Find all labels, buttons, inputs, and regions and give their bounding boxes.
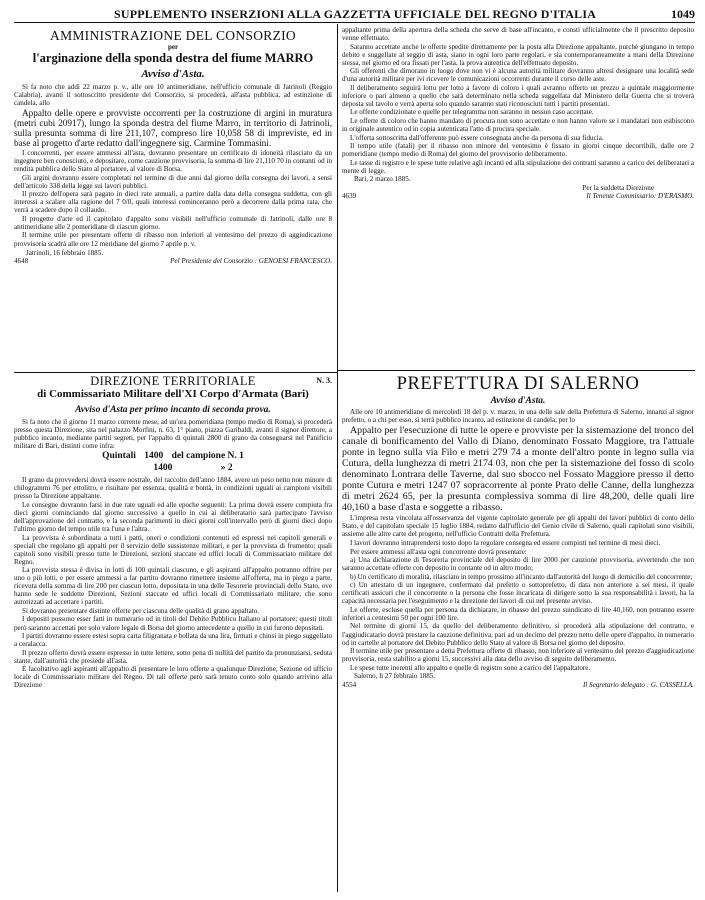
prefettura-paragraph: Le offerte, escluse quella per persona da dichiarare, in ribasso del prezzo suindicato di lire 40,160, non potranno essere inferiori a centesimi 50 per ogni 100 lire. [342, 605, 694, 622]
prefettura-insertion-number: 4554 [342, 680, 357, 689]
column-divider [337, 24, 338, 892]
commissariato-paragraph: I depositi possono esser fatti in numerario od in titoli del Debito Pubblico Italiano al portatore; questi titoli però saranno accettati per solo valore legale di Borsa del giorno antecedente a quello in cui furono depositati. [14, 615, 332, 632]
commissariato-signature: Il Tenente Commissario: D'ERASMO. [586, 192, 694, 201]
consorzio-insertion-number: 4648 [14, 257, 29, 266]
prefettura-date: Salerno, lì 27 febbraio 1885. [354, 672, 436, 681]
commissariato-signature-row [342, 192, 694, 201]
commissariato-cont-paragraph: Le offerte condizionate e quelle per telegramma non saranno in nessun caso accettate. [350, 108, 594, 117]
notice-commissariato [14, 374, 332, 892]
prefettura-paragraph: Nel termine di giorni 15, da quello del deliberamento definitivo, si procederà alla stipulazione del contratto, e l'aggiudicatario dovrà prestare la cauzione definitiva, pari ad un decimo del prezzo netto delle opere d'appalto, in numerario od in cartelle al portatore del Debito Pubblico dello Stato al valore di Borsa nel giorno del deposito. [342, 622, 694, 647]
prefettura-paragraph: Alle ore 10 antimeridiane di mercoledì 18 del p. v. marzo, in una delle sale della Prefettura di Salerno, innanzi al signor prefetto, o a chi per esso, si terrà pubblico incanto, ad estinzione di candela, per lo [342, 408, 694, 425]
commissariato-paragraph: È facoltativo agli aspiranti all'appalto di presentare le loro offerte a qualunque Direzione, Sezione od ufficio locale di Commissariato militare del Regno. Di tali offerte però sarà tenuto conto solo quando arrivino alla Direzione [14, 665, 332, 690]
commissariato-cont-paragraph: L'offerta sottoscritta dall'offerente può essere consegnata anche da persona di sua fiducia. [350, 133, 604, 142]
commissariato-cont-paragraph: appaltante prima della apertura della scheda che serve di base all'incanto, e consti ufficialmente che il prescritto deposito venne effettuato. [342, 26, 694, 43]
notice-prefettura-salerno [342, 372, 694, 892]
consorzio-paragraph: I concorrenti, per essere ammessi all'asta, dovranno presentare un certificato di idoneità rilasciato da un ingegnere ben conosciuto, e depositare, come cauzione provvisoria, la somma di lire 21,110 70 in contanti od in rendita pubblica dello Stato al portatore, al valore di Borsa. [14, 149, 332, 174]
commissariato-insertion-number: 4639 [342, 192, 357, 201]
commissariato-paragraph: Il grano da provvedersi dovrà essere nostrale, del raccolto dell'anno 1884, avere un peso netto non minore di chilogrammi 76 per ettolitro, e risultare per essenza, qualità e bontà, in condizioni uguali ai campioni visibili presso la Direzione appaltante. [14, 476, 332, 501]
notice-consorzio [14, 26, 332, 370]
header-title: SUPPLEMENTO INSERZIONI ALLA GAZZETTA UFFICIALE DEL REGNO D'ITALIA [114, 7, 597, 21]
consorzio-paragraph: Il termine utile per presentare offerte di ribasso non inferiori al ventesimo del prezzo di aggiudicazione provvisoria scadrà alle ore 12 meridiane del giorno 7 aprile p. v. [14, 231, 332, 248]
consorzio-title: Avviso d'Asta. [141, 68, 205, 80]
prefettura-paragraph-a: a) Una dichiarazione di Tesoreria provinciale del deposito di lire 2000 per cauzione provvisoria, avvertendo che non saranno accettate offerte con deposito in contante od in altro modo; [342, 556, 694, 573]
page-number: 1049 [671, 7, 695, 21]
commissariato-paragraph: La provvista è subordinata a tutti i patti, oneri e condizioni contenuti ed espressi nei capitoli generali e speciali che regolano gli appalti per il servizio delle sussistenze militari, e per la provvista di frumento: quali capitoli sono visibili presso tutte le Direzioni, sezioni staccate ed uffici locali di Commissariato militare del Regno. [14, 533, 332, 566]
prefettura-paragraph: L'impresa resta vincolata all'osservanza del vigente capitolato generale per gli appalti dei lavori pubblici di conto dello Stato, e del capitolato speciale 15 luglio 1884, redatto dall'ufficio del Genio civile di Salerno, quali capitolati sono visibili, assieme alle altre carte del progetto, nell'ufficio Contratti della Prefettura. [342, 514, 694, 539]
commissariato-cont-paragraph: Saranno accettate anche le offerte spedite direttamente per la posta alla Direzione appaltante, purchè giungano in tempo debito e suggellate al seggio di asta, siano in ogni loro parte regolari, e sia contemporaneamente a mani della Direzione stessa, nel giorno ed ora fissati per l'asta, la prova autentica dell'effettuato deposito. [342, 42, 694, 67]
grain-quantities [14, 451, 332, 474]
prefettura-paragraph: Il termine utile per presentare a detta Prefettura offerte di ribasso, non inferiore al ventesimo del prezzo d'aggiudicazione provvisoria, resta stabilito a giorni 15, successivi alla data dello avviso di seguito deliberamento. [342, 647, 694, 664]
commissariato-number-tag: N. 3. [316, 376, 332, 385]
commissariato-heading-2: di Commissariato Militare dell'XI Corpo d'Armata (Bari) [37, 388, 309, 400]
grain-lot-2: 1400 » 2 [153, 463, 233, 474]
consorzio-signature-row [14, 257, 332, 266]
prefettura-paragraph: Per essere ammessi all'asta ogni concorrente dovrà presentare: [350, 547, 527, 556]
prefettura-signature: Il Segretario delegato : G. CASSELLA. [582, 680, 694, 689]
consorzio-heading-1: AMMINISTRAZIONE DEL CONSORZIO [50, 28, 296, 43]
consorzio-signature: Pel Presidente del Consorzio : GENOESI FRANCESCO. [170, 257, 332, 266]
prefettura-paragraph-appalto: Appalto per l'esecuzione di tutte le opere e provviste per la sistemazione del tronco del canale di bonificamento del Vallo di Diano, denominato Fossato Maggiore, tra l'attuale ponte in legno sulla via Filo e metri 279 74 a monte dell'altro ponte in legno sulla via Cutura, della lunghezza di metri 2174 03, non che per la sistemazione del fosso di scolo denominato Lontrara delle Taverne, dal suo sbocco nel Fossato Maggiore presso il detto ponte Cutura e metri 1247 07 sopracorrente al ponte Prato delle Canne, della lunghezza di metri 2624 65, per la presunta complessiva somma di lire 48,200, delle quali lire 40,160 a base d'asta e soggette a ribasso. [342, 424, 694, 514]
commissariato-paragraph: Le consegne dovranno farsi in due rate uguali ed alle epoche seguenti: La prima dovrà essere compiuta fra dieci giorni cominciando dal giorno successivo a quello in cui ai deliberatario sarà partecipato l'avviso dell'approvazione del contratto, e la seconda parimenti in dieci giorni coll'intervallo però di giorni dieci dopo l'ultimo giorno del tempo utile tra l'una e l'altra. [14, 500, 332, 533]
prefettura-paragraph-b: b) Un certificato di moralità, rilasciato in tempo prossimo all'incanto dall'autorità del luogo di domicilio del concorrente; [350, 572, 693, 581]
commissariato-cont-paragraph: Le tasse di registro e le spese tutte relative agli incanti ed alla stipulazione dei contratti saranno a carico dei deliberatari a mente di legge. [342, 158, 694, 175]
notice-commissariato-continued [342, 26, 694, 368]
prefettura-heading: PREFETTURA DI SALERNO [396, 374, 640, 394]
commissariato-signature-line-1: Per la suddetta Direzione [582, 183, 654, 192]
commissariato-paragraph: Il prezzo offerto dovrà essere espresso in tutte lettere, sotto pena di nullità del partito da pronunziarsi, seduta stante, dall'autorità che presiede all'asta. [14, 648, 332, 665]
commissariato-title: Avviso d'Asta per primo incanto di seconda prova. [75, 405, 271, 415]
prefettura-paragraph: Le spese tutte inerenti allo appalto e quelle di registro sono a carico del l'appaltatore. [350, 663, 591, 672]
commissariato-cont-paragraph: Le offerte di coloro che hanno mandato di procura non sono accettate e non hanno valore se i mandatari non esibiscono in originale autentico od in copia autenticata l'atto di procura speciale. [342, 117, 694, 134]
consorzio-paragraph: Il prezzo dell'opera sarà pagato in dieci rate annuali, a partire dalla data della consegna suddetta, con gli interessi a scalare alla ragione del 7 0/0, quali interessi cominceranno però a decorrere dalla prima rata, che verrà a scadere dopo il collaudo. [14, 190, 332, 215]
commissariato-paragraph: Si dovranno presentare distinte offerte per ciascuna delle qualità di grano appaltato. [22, 606, 260, 615]
consorzio-paragraph: Si fa noto che addì 22 marzo p. v., alle ore 10 antimeridiane, nell'ufficio comunale di Jatrinoli (Reggio Calabria), avanti il sottoscritto presidente del Consorzio, si procederà, all'asta pubblica, ad estinzione di candela, allo [14, 83, 332, 108]
consorzio-paragraph: Gli argini dovranno essere completati nel termine di due anni dal giorno della consegna dei lavori, a sensi dell'articolo 338 della legge sui lavori pubblici. [14, 173, 332, 190]
notice-divider [14, 372, 337, 373]
consorzio-heading-2: l'arginazione della sponda destra del fiume MARRO [32, 51, 314, 65]
commissariato-cont-paragraph: Il deliberamento seguirà lotto per lotto a favore di coloro i quali avranno offerto un prezzo a quintale maggiormente inferiore o pari almeno a quello che sarà determinato nella scheda suggellata dal Ministero della Guerra che si troverà deposta sul tavolo e verrà aperta solo quando saranno stati riconosciuti tutti i partiti presentati. [342, 83, 694, 108]
consorzio-paragraph: Il progetto d'arte ed il capitolato d'appalto sono visibili nell'ufficio comunale di Jatrinoli, dalle ore 8 antimeridiane alle 2 pomeridiane di ciascun giorno. [14, 214, 332, 231]
commissariato-paragraph: Si fa noto che il giorno 11 marzo corrente mese, ad un'ora pomeridiana (tempo medio di Roma), si procederà presso questa Direzione, sita nel palazzo Morfini, n. 63, 1° piano, piazza Garibaldi, avanti il signor direttore, a pubblico incanto, mediante partiti segreti, per l'appalto di quintali 2800 di grano da consegnarsi nel Panificio militare di Bari, distinti come infra: [14, 418, 332, 451]
consorzio-heading-per: per [167, 43, 179, 51]
prefettura-title: Avviso d'Asta. [490, 396, 546, 406]
commissariato-cont-paragraph: Gli offerenti che dimorano in luogo dove non vi è alcuna autorità militare dovranno altresì designare una località sede d'una autorità militare per ivi ricevere le comunicazioni occorrenti durante il corso delle aste. [342, 67, 694, 84]
commissariato-cont-paragraph: Il tempo utile (fatali) per il ribasso non minore del ventesimo è fissato in giorni cinque decorribili, dalle ore 2 pomeridiane (tempo medio di Roma) del giorno del provvisorio deliberamento. [342, 142, 694, 159]
consorzio-paragraph-appalto: Appalto delle opere e provviste occorrenti per la costruzione di argini in muratura (metri cubi 20917), lungo la sponda destra del fiume Marro, in territorio di Jatrinoli, sulla presunta somma di lire 211,107, compreso lire 10,058 58 di impreviste, ed in base al progetto d'arte redatto dall'ingegnere sig. Carmine Tommasini. [14, 107, 332, 148]
commissariato-date: Bari, 2 marzo 1885. [354, 175, 411, 184]
grain-lot-1: Quintali 1400 del campione N. 1 [102, 451, 244, 462]
commissariato-heading-1: DIREZIONE TERRITORIALE [90, 374, 256, 388]
prefettura-paragraph-c: c) Un attestato di un ingegnere, confermato dal prefetto o sottoprefetto, di data non anteriore a sei mesi, il quale certificati assicuri che il concorrente o la persona che fosse incaricata di dirigere sotto la sua responsabilità i lavori, ha la capacità necessaria per l'eseguimento e la direzione dei lavori di cui nel presente avviso. [342, 581, 694, 606]
prefettura-paragraph: I lavori dovranno intraprendersi tosto dopo la regolare consegna ed essere compiuti nel termine di mesi dieci. [350, 538, 661, 547]
prefettura-signature-row [342, 681, 694, 690]
commissariato-paragraph: La provvista stessa è divisa in lotti di 100 quintali ciascuno, e gli aspiranti all'appalto potranno offrire per uno o più lotti, e per essere ammessi a far partito dovranno rimettere insieme all'offerta, ma in piego a parte, ricevuta della somma di lire 200 per ciascun lotto, depositata in una delle Tesorerie provinciali dello Stato, ove hanno sede le suddette Direzioni, Sezioni staccate ed uffici locali di Commissariato militare, che sono autorizzati ad accettare i partiti. [14, 566, 332, 607]
page-header [14, 4, 695, 23]
notice-divider [338, 370, 695, 371]
commissariato-paragraph: I partiti dovranno essere estesi sopra carta filigranata e bollata da una lira, firmati e chiusi in piego suggellato a ceralacca. [14, 632, 332, 649]
consorzio-date: Jatrinoli, 16 febbraio 1885. [26, 248, 104, 257]
